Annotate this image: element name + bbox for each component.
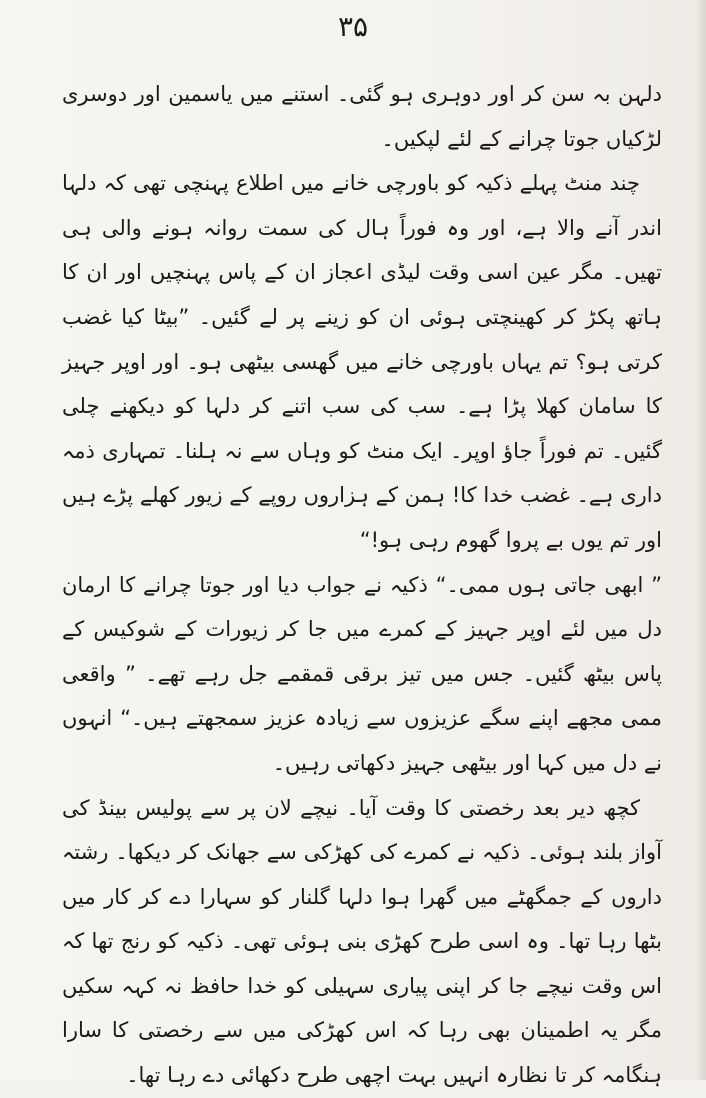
paragraph-1: دلہن بہ سن کر اور دوہری ہو گئی۔ استنے میں یاسمین اور دوسری لڑکیاں جوتا چرانے کے لئے لپکیں۔ xyxy=(62,82,662,151)
paragraph-2: چند منٹ پہلے ذکیہ کو باورچی خانے میں اطلاع پہنچی تھی کہ دلہا اندر آنے والا ہے، اور وہ فوراً ہال کی سمت روانہ ہونے والی ہی تھیں۔ مگر عین اسی وقت لیڈی اعجاز ان کے پاس پہنچیں اور ان کا ہاتھ پکڑ کر کھینچتی ہوئی ان کو زینے پر لے گئیں۔ ”بیٹا کیا غضب کرتی ہو؟ تم یہاں باورچی خانے میں گھسی بیٹھی ہو۔ اور اوپر جہیز کا سامان کھلا پڑا ہے۔ سب کی سب اتنے کر دلہا کو دیکھنے چلی گئیں۔ تم فوراً جاؤ اوپر۔ ایک منٹ کو وہاں سے نہ ہلنا۔ تمہاری ذمہ داری ہے۔ غضب خدا کا! ہمن کے ہزاروں روپے کے زیور کھلے پڑے ہیں اور تم یوں بے پروا گھوم رہی ہو!“ xyxy=(62,171,662,552)
page-edge-shadow xyxy=(696,0,706,1080)
paragraph-4: کچھ دیر بعد رخصتی کا وقت آیا۔ نیچے لان پر سے پولیس بینڈ کی آواز بلند ہوئی۔ ذکیہ نے کمرے کی کھڑکی سے جھانک کر دیکھا۔ رشتہ داروں کے جمگھٹے میں گھرا ہوا دلہا گلنار کو سہارا دے کر کار میں بٹھا رہا تھا۔ وہ اسی طرح کھڑی بنی ہوئی تھی۔ ذکیہ کو رنج تھا کہ اس وقت نیچے جا کر اپنی پیاری سہیلی کو خدا حافظ نہ کہہ سکیں مگر یہ اطمینان بھی رہا کہ اس کھڑکی میں سے رخصتی کا سارا ہنگامہ کر تا نظارہ انہیں بہت اچھی طرح دکھائی دے رہا تھا۔ xyxy=(62,795,662,1088)
body-text xyxy=(62,72,662,1098)
page-number: ۳۵ xyxy=(337,10,369,43)
paragraph-3: ” ابھی جاتی ہوں ممی۔“ ذکیہ نے جواب دیا اور جوتا چرانے کا ارمان دل میں لئے اوپر جہیز کے کمرے میں جا کر زیورات کے شوکیس کے پاس بیٹھ گئیں۔ جس میں تیز برقی قمقمے جل رہے تھے۔ ” واقعی ممی مجھے اپنے سگے عزیزوں سے زیادہ عزیز سمجھتے ہیں۔“ انہوں نے دل میں کہا اور بیٹھی جہیز دکھاتی رہیں۔ xyxy=(62,572,662,775)
